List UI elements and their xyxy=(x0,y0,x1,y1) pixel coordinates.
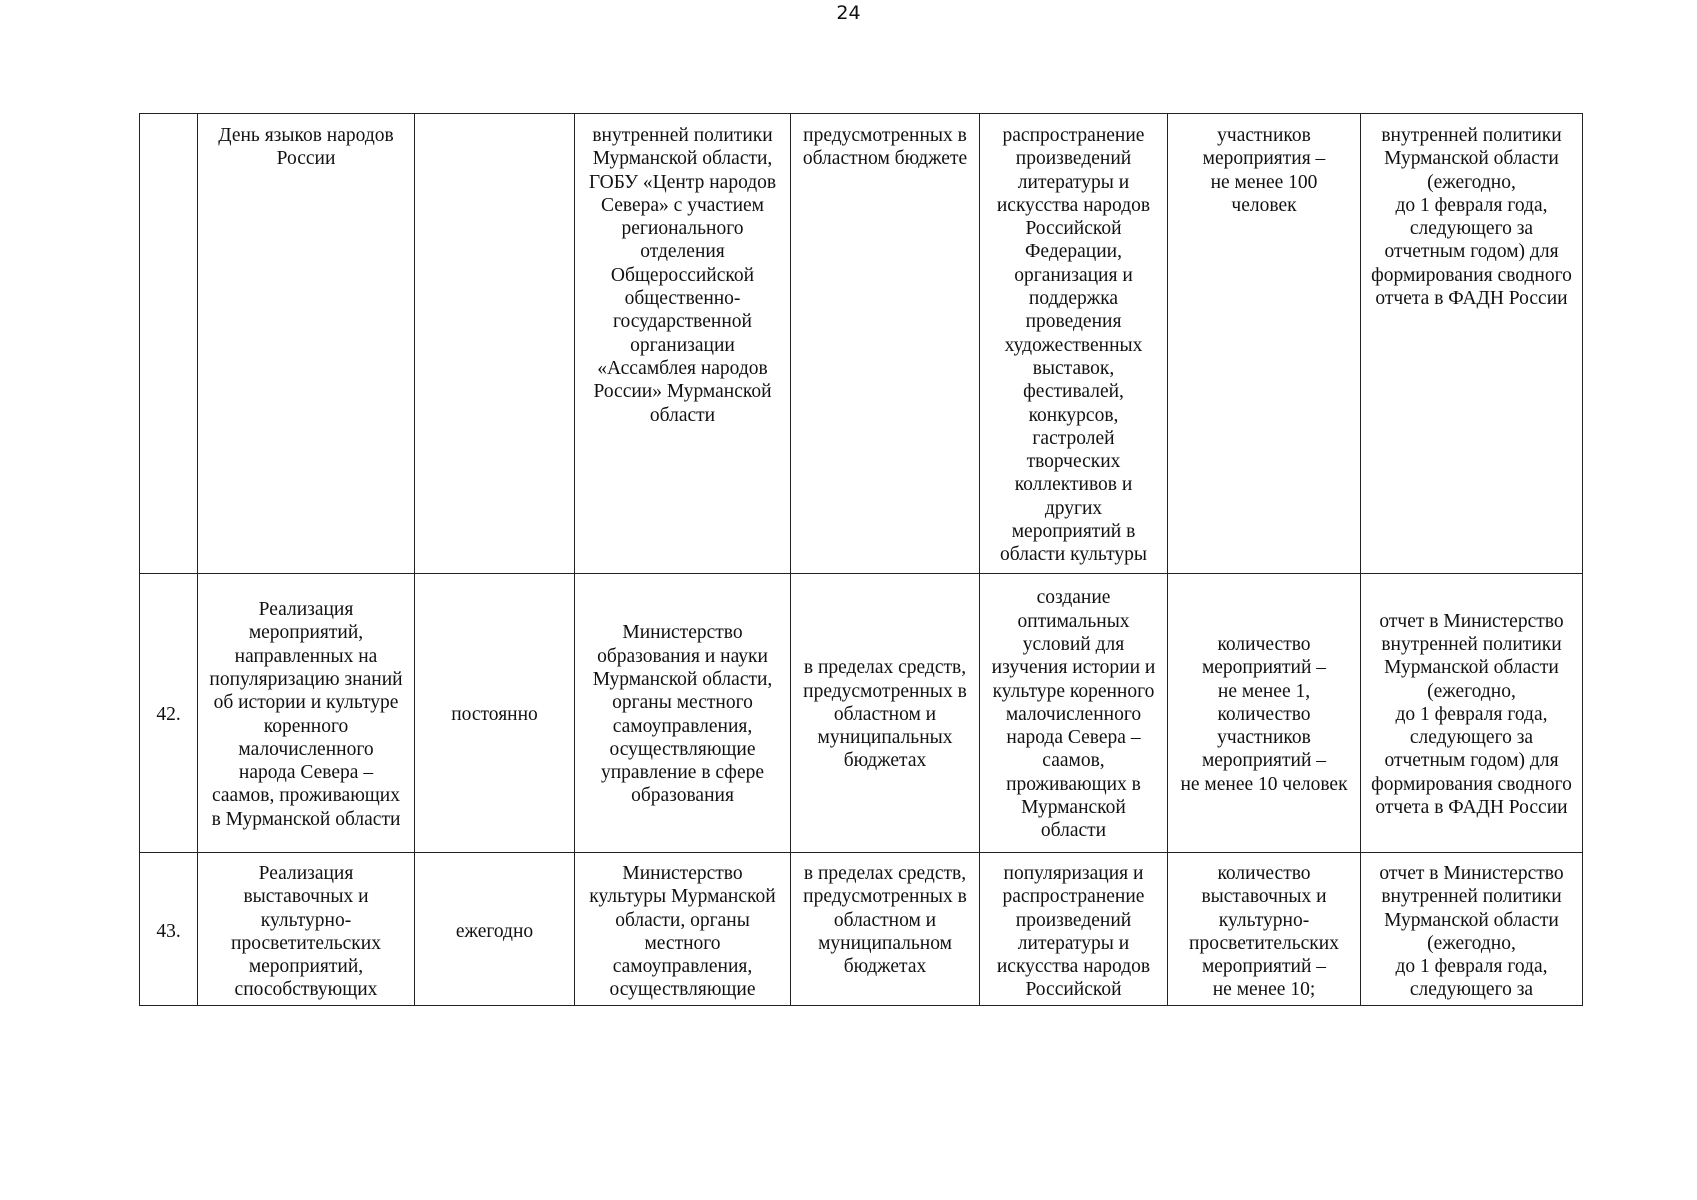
funding-source: в пределах средств, предусмотренных в областном и муниципальных бюджетах xyxy=(803,657,967,772)
row-number: 42. xyxy=(156,703,181,725)
table-row xyxy=(140,853,1583,1006)
indicator-cell xyxy=(1168,114,1361,574)
funding-cell xyxy=(791,574,980,853)
indicator-cell xyxy=(1168,574,1361,853)
event-name-cell xyxy=(198,114,415,574)
event-name-cell xyxy=(198,574,415,853)
result-cell xyxy=(980,574,1168,853)
event-name-cell xyxy=(198,853,415,1006)
term: ежегодно xyxy=(455,921,534,943)
funding-cell xyxy=(791,853,980,1006)
executors-cell xyxy=(575,853,791,1006)
term: постоянно xyxy=(451,703,538,725)
result-cell xyxy=(980,853,1168,1006)
executors: внутренней политики Мурманской области, ГОБУ «Центр народов Севера» с участием регионального отделения Общероссийской общественно- государственной организации «Ассамблея народов России» Мурманской области xyxy=(588,125,777,426)
indicator: количество мероприятий – не менее 1, количество участников мероприятий – не менее 10 человек xyxy=(1180,633,1348,795)
indicator-cell xyxy=(1168,853,1361,1006)
page-number: 24 xyxy=(836,2,861,24)
row-number-cell xyxy=(140,114,198,574)
result-cell xyxy=(980,114,1168,574)
expected-result: создание оптимальных условий для изучения истории и культуре коренного малочисленного народа Севера – саамов, проживающих в Мурманской области xyxy=(991,587,1156,842)
term-cell xyxy=(415,853,575,1006)
event-name: Реализация выставочных и культурно- просветительских мероприятий, способствующих xyxy=(231,863,381,1001)
executors: Министерство культуры Мурманской области, органы местного самоуправления, осуществляющие xyxy=(589,863,776,1001)
indicator: количество выставочных и культурно- просветительских мероприятий – не менее 10; xyxy=(1189,863,1339,1001)
event-name: День языков народов России xyxy=(218,125,394,170)
row-number: 43. xyxy=(156,921,181,943)
funding-cell xyxy=(791,114,980,574)
expected-result: распространение произведений литературы и искусства народов Российской Федерации, организация и поддержка проведения художественных выставок, фестивалей, конкурсов, гастролей творческих коллективов и других мероприятий в области культуры xyxy=(996,125,1151,566)
funding-source: в пределах средств, предусмотренных в областном и муниципальном бюджетах xyxy=(803,863,967,978)
term-cell xyxy=(415,114,575,574)
report-form: внутренней политики Мурманской области (ежегодно, до 1 февраля года, следующего за отчетным годом) для формирования сводного отчета в ФАДН России xyxy=(1371,125,1572,310)
report-cell xyxy=(1361,574,1583,853)
executors-cell xyxy=(575,114,791,574)
report-form: отчет в Министерство внутренней политики Мурманской области (ежегодно, до 1 февраля года, следующего за xyxy=(1379,863,1564,1001)
row-number-cell xyxy=(140,574,198,853)
report-form: отчет в Министерство внутренней политики Мурманской области (ежегодно, до 1 февраля года, следующего за отчетным годом) для формирования сводного отчета в ФАДН России xyxy=(1371,610,1572,819)
indicator: участников мероприятия – не менее 100 человек xyxy=(1202,125,1326,216)
table-row xyxy=(140,574,1583,853)
row-number-cell xyxy=(140,853,198,1006)
funding-source: предусмотренных в областном бюджете xyxy=(802,125,968,170)
report-cell xyxy=(1361,853,1583,1006)
executors: Министерство образования и науки Мурманской области, органы местного самоуправления, осуществляющие управление в сфере образования xyxy=(592,622,773,807)
report-cell xyxy=(1361,114,1583,574)
action-plan-table xyxy=(139,113,1583,1006)
expected-result: популяризация и распространение произведений литературы и искусства народов Российской xyxy=(996,863,1151,1001)
event-name: Реализация мероприятий, направленных на популяризацию знаний об истории и культуре коренного малочисленного народа Севера – саамов, проживающих в Мурманской области xyxy=(209,599,403,830)
term-cell xyxy=(415,574,575,853)
executors-cell xyxy=(575,574,791,853)
table-row xyxy=(140,114,1583,574)
